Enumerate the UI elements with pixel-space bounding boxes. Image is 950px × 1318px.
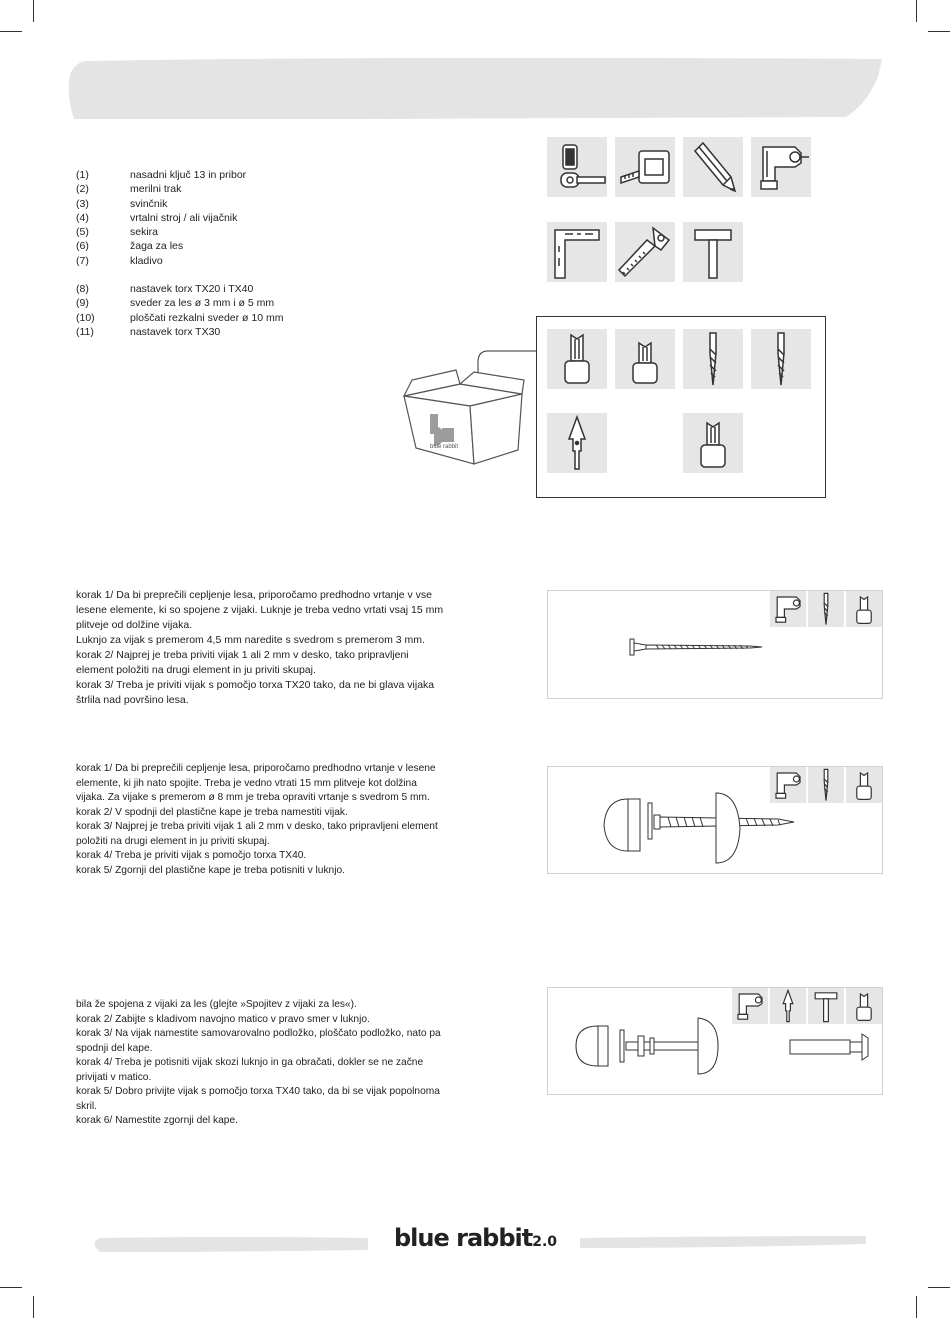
saw-icon — [615, 222, 675, 282]
wood-drill-bit-icon — [808, 767, 844, 803]
wood-screw-illustration — [626, 635, 766, 659]
torx-bit-icon — [846, 767, 882, 803]
instruction-line: spodnji del kape. — [76, 1042, 153, 1054]
tool-number: (5) — [76, 226, 89, 239]
instruction-line: korak 5/ Dobro privijte vijak s pomočjo torxa TX40 tako, da bi se vijak popolnoma — [76, 1086, 440, 1097]
torx-bit-icon — [547, 329, 607, 389]
brand-version: 2.0 — [532, 1234, 558, 1250]
tool-label: sekira — [130, 226, 159, 239]
torx-bit-icon — [683, 413, 743, 473]
tool-list-item — [76, 211, 283, 225]
tool-label: nastavek torx TX20 i TX40 — [130, 283, 254, 296]
section-1-text — [76, 588, 443, 708]
instruction-line: korak 2/ V spodnji del plastične kape je treba namestiti vijak. — [76, 806, 348, 818]
tool-number: (1) — [76, 169, 89, 181]
crop-mark — [0, 1287, 22, 1288]
brand-name: blue rabbit — [394, 1224, 533, 1252]
instruction-line: Luknjo za vijak s premerom 4,5 mm naredite s svedrom s premerom 3 mm. — [76, 634, 425, 646]
box-illustration — [400, 366, 530, 466]
bolt-nut-illustration — [568, 1016, 878, 1088]
header-banner — [66, 55, 884, 121]
footer-brush-left — [92, 1234, 370, 1254]
instruction-line: vijaka. Za vijake s premerom ø 8 mm je treba opraviti vrtanje s svedrom 5 mm. — [76, 792, 430, 803]
instruction-line: štrlila nad površino lesa. — [76, 694, 189, 706]
drill-icon — [770, 591, 806, 627]
crop-mark — [916, 1296, 917, 1318]
tool-list-item — [76, 311, 283, 325]
crop-mark — [33, 0, 34, 22]
crop-mark — [928, 31, 950, 32]
tool-label: nasadni ključ 13 in pribor — [130, 169, 247, 181]
tool-label: svinčnik — [130, 197, 168, 210]
cap-screw-illustration — [598, 789, 808, 869]
wood-drill-bit-icon — [808, 591, 844, 627]
section-1-panel — [547, 590, 883, 699]
torx-bit-icon — [615, 329, 675, 389]
tool-list-item — [76, 239, 283, 253]
tool-number: (3) — [76, 197, 89, 210]
tool-label: nastavek torx TX30 — [130, 325, 221, 338]
tools-list — [76, 168, 283, 339]
tool-label: kladivo — [130, 254, 163, 267]
section-2-text — [76, 762, 438, 878]
tool-list-item — [76, 325, 283, 339]
tool-number: (7) — [76, 254, 89, 267]
tool-label: vrtalni stroj / ali vijačnik — [130, 211, 238, 224]
tool-list-item — [76, 225, 283, 239]
instruction-line: korak 6/ Namestite zgornji del kape. — [76, 1115, 238, 1126]
tool-list-item — [76, 197, 283, 211]
tool-number: (9) — [76, 297, 89, 310]
instruction-line: korak 3/ Najprej je treba priviti vijak 1 ali 2 mm v desko, tako pripravljeni element — [76, 821, 438, 832]
instruction-line: položiti na drugi element in ju priviti skupaj. — [76, 835, 270, 847]
wood-drill-bit-icon — [683, 329, 743, 389]
crop-mark — [928, 1287, 950, 1288]
instruction-line: lesene elemente, ki so spojene z vijaki. Luknje je treba vedno vrtati vsaj 15 mm — [76, 604, 444, 616]
instruction-line: skril. — [76, 1100, 97, 1112]
instruction-line: privijati v matico. — [76, 1071, 152, 1083]
tool-number: (11) — [76, 325, 94, 338]
torx-bit-icon — [846, 591, 882, 627]
flat-milling-bit-icon — [547, 413, 607, 473]
box-logo-text: blue rabbit — [430, 444, 459, 450]
instruction-line: korak 2/ Najprej je treba priviti vijak 1 ali 2 mm v desko, tako pripravljeni — [76, 649, 409, 661]
square-ruler-icon — [547, 222, 607, 282]
instruction-line: korak 4/ Treba je potisniti vijak skozi luknjo in ga obračati, dokler se ne začne — [76, 1057, 424, 1068]
socket-wrench-icon — [547, 137, 607, 197]
section-2-panel — [547, 766, 883, 874]
tool-label: merilni trak — [130, 183, 182, 196]
tool-list-item — [76, 168, 283, 182]
section-3-panel — [547, 987, 883, 1095]
tool-number: (10) — [76, 311, 95, 324]
drill-icon — [751, 137, 811, 197]
tool-list-item — [76, 296, 283, 310]
tool-list-item — [76, 254, 283, 268]
tool-list-item — [76, 282, 283, 296]
section-3-text — [76, 998, 441, 1129]
instruction-line: korak 3/ Na vijak namestite samovarovalno podložko, ploščato podložko, nato pa — [76, 1028, 441, 1039]
instruction-line: korak 2/ Zabijte s kladivom navojno matico v pravo smer v luknjo. — [76, 1013, 370, 1025]
instruction-line: korak 3/ Treba je priviti vijak s pomočjo torxa TX20 tako, da ne bi glava vijaka — [76, 679, 435, 691]
instruction-line: korak 5/ Zgornji del plastične kape je treba potisniti v luknjo. — [76, 864, 345, 876]
crop-mark — [916, 0, 917, 22]
instruction-line: korak 4/ Treba je priviti vijak s pomočjo torxa TX40. — [76, 850, 307, 861]
tool-number: (2) — [76, 183, 89, 196]
crop-mark — [33, 1296, 34, 1318]
pencil-icon — [683, 137, 743, 197]
brand-logo — [394, 1224, 557, 1252]
tool-label: sveder za les ø 3 mm i ø 5 mm — [130, 297, 275, 310]
wood-drill-bit-icon — [751, 329, 811, 389]
tool-list-item — [76, 182, 283, 196]
instruction-line: korak 1/ Da bi preprečili cepljenje lesa, priporočamo predhodno vrtanje v vse — [76, 589, 433, 601]
instruction-line: bila že spojena z vijaki za les (glejte »Spojitev z vijaki za les«). — [76, 999, 357, 1010]
instruction-line: plitveje od dolžine vijaka. — [76, 619, 193, 631]
tool-label: žaga za les — [130, 240, 184, 253]
instruction-line: element položiti na drugi element in ju priviti skupaj. — [76, 664, 316, 676]
footer-brush-right — [578, 1234, 868, 1250]
instruction-line: elemente, ki jih nato spojite. Treba je vedno vtrati 15 mm plitveje kot dolžina — [76, 777, 417, 789]
tool-number: (4) — [76, 211, 89, 224]
tool-number: (8) — [76, 283, 89, 296]
tool-number: (6) — [76, 240, 89, 253]
crop-mark — [0, 31, 22, 32]
hammer-icon — [683, 222, 743, 282]
tool-label: ploščati rezkalni sveder ø 10 mm — [130, 311, 284, 324]
instruction-line: korak 1/ Da bi preprečili cepljenje lesa, priporočamo predhodno vrtanje v lesene — [76, 763, 436, 774]
measuring-tape-icon — [615, 137, 675, 197]
